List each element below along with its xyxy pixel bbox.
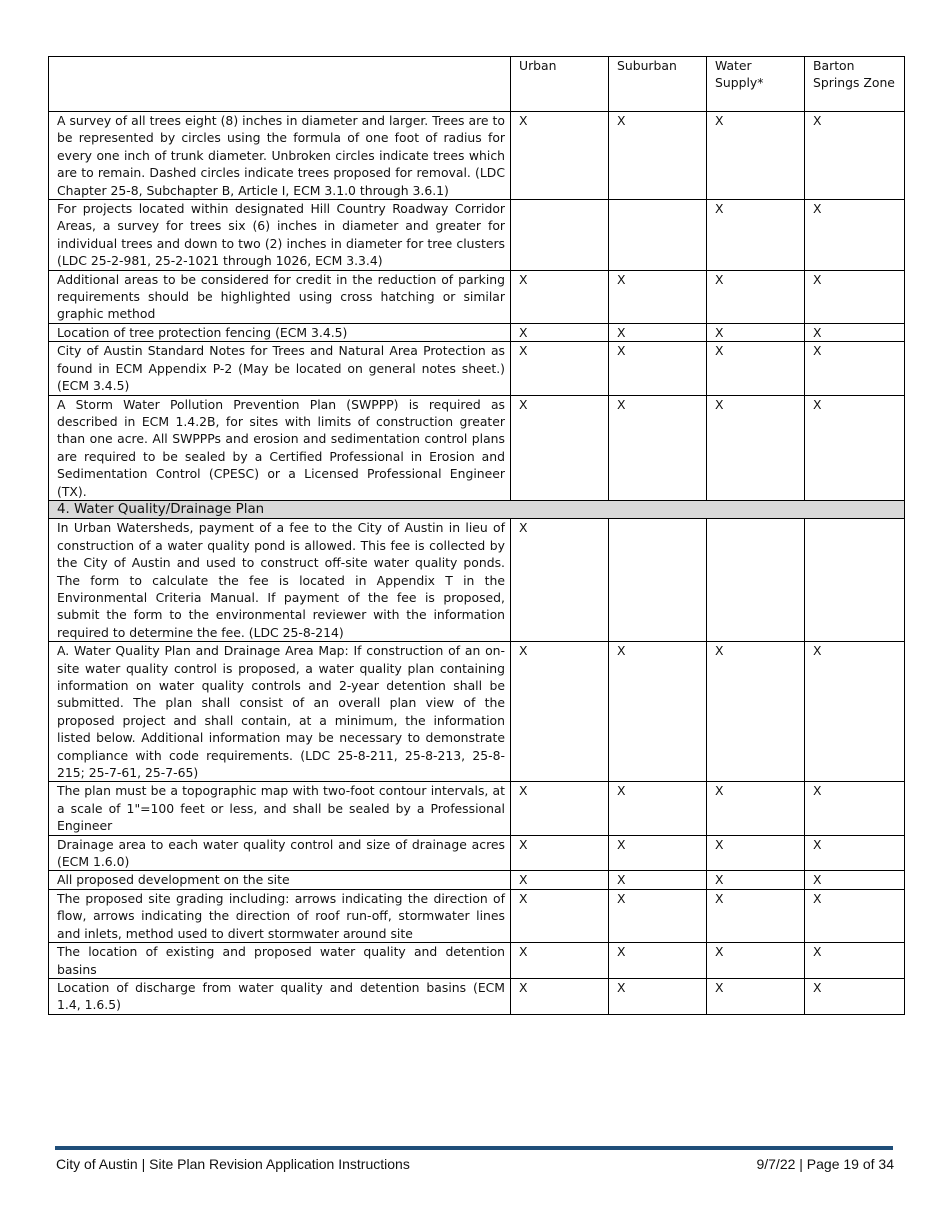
mark-barton-springs: X — [805, 782, 905, 835]
table-row — [49, 871, 905, 889]
mark-water-supply — [707, 519, 805, 642]
mark-urban: X — [511, 782, 609, 835]
requirement-text: The proposed site grading including: arrows indicating the direction of flow, arrows indicating the direction of roof run-off, stormwater lines and inlets, method used to divert stormwater around site — [49, 889, 511, 942]
mark-urban: X — [511, 889, 609, 942]
requirement-text: City of Austin Standard Notes for Trees and Natural Area Protection as found in ECM Appendix P-2 (May be located on general notes sheet.) (ECM 3.4.5) — [49, 342, 511, 395]
requirement-text: Location of tree protection fencing (ECM 3.4.5) — [49, 323, 511, 341]
mark-barton-springs: X — [805, 871, 905, 889]
mark-suburban: X — [609, 871, 707, 889]
header-blank — [49, 57, 511, 112]
mark-barton-springs: X — [805, 943, 905, 979]
mark-urban: X — [511, 270, 609, 323]
mark-water-supply: X — [707, 270, 805, 323]
footer-rule — [55, 1146, 893, 1150]
mark-water-supply: X — [707, 323, 805, 341]
mark-water-supply: X — [707, 395, 805, 500]
mark-water-supply: X — [707, 978, 805, 1014]
mark-barton-springs: X — [805, 200, 905, 271]
section-header-row — [49, 500, 905, 518]
mark-suburban — [609, 200, 707, 271]
mark-barton-springs: X — [805, 270, 905, 323]
requirement-text: A Storm Water Pollution Prevention Plan (SWPPP) is required as described in ECM 1.4.2B, for sites with limits of construction greater than one acre. All SWPPPs and erosion and sedimentation control plans are required to be sealed by a Certified Professional in Erosion and Sedimentation Control (CPESC) or a Licensed Professional Engineer (TX). — [49, 395, 511, 500]
header-urban: Urban — [511, 57, 609, 112]
mark-urban: X — [511, 112, 609, 200]
mark-barton-springs: X — [805, 889, 905, 942]
mark-suburban: X — [609, 943, 707, 979]
requirement-text: Additional areas to be considered for credit in the reduction of parking requirements should be highlighted using cross hatching or similar graphic method — [49, 270, 511, 323]
mark-suburban: X — [609, 782, 707, 835]
mark-barton-springs: X — [805, 978, 905, 1014]
requirement-text: Drainage area to each water quality control and size of drainage acres (ECM 1.6.0) — [49, 835, 511, 871]
table-row — [49, 835, 905, 871]
mark-urban: X — [511, 642, 609, 782]
requirement-text: The location of existing and proposed water quality and detention basins — [49, 943, 511, 979]
header-barton-springs: Barton Springs Zone — [805, 57, 905, 112]
requirement-text: For projects located within designated Hill Country Roadway Corridor Areas, a survey for trees six (6) inches in diameter and greater for individual trees and down to two (2) inches in diameter for tree clusters (LDC 25-2-981, 25-2-1021 through 1026, ECM 3.3.4) — [49, 200, 511, 271]
mark-suburban: X — [609, 642, 707, 782]
requirement-text: A survey of all trees eight (8) inches in diameter and larger. Trees are to be represented by circles using the formula of one foot of radius for every one inch of trunk diameter. Unbroken circles indicate trees which are to remain. Dashed circles indicate trees proposed for removal. (LDC Chapter 25-8, Subchapter B, Article I, ECM 3.1.0 through 3.6.1) — [49, 112, 511, 200]
table-row — [49, 519, 905, 642]
table-row — [49, 943, 905, 979]
mark-water-supply: X — [707, 871, 805, 889]
table-row — [49, 978, 905, 1014]
requirement-text: Location of discharge from water quality and detention basins (ECM 1.4, 1.6.5) — [49, 978, 511, 1014]
mark-water-supply: X — [707, 642, 805, 782]
mark-barton-springs: X — [805, 835, 905, 871]
table-row — [49, 270, 905, 323]
mark-barton-springs — [805, 519, 905, 642]
section-title: 4. Water Quality/Drainage Plan — [49, 500, 905, 518]
table-row — [49, 323, 905, 341]
mark-water-supply: X — [707, 112, 805, 200]
mark-barton-springs: X — [805, 112, 905, 200]
mark-barton-springs: X — [805, 323, 905, 341]
requirement-text: The plan must be a topographic map with two-foot contour intervals, at a scale of 1"=100 feet or less, and shall be sealed by a Professional Engineer — [49, 782, 511, 835]
footer-page-number: 9/7/22 | Page 19 of 34 — [756, 1156, 894, 1172]
mark-suburban: X — [609, 978, 707, 1014]
mark-urban: X — [511, 519, 609, 642]
mark-urban: X — [511, 978, 609, 1014]
mark-suburban: X — [609, 270, 707, 323]
mark-water-supply: X — [707, 835, 805, 871]
mark-barton-springs: X — [805, 642, 905, 782]
table-row — [49, 889, 905, 942]
mark-urban: X — [511, 871, 609, 889]
mark-suburban: X — [609, 889, 707, 942]
table-row — [49, 200, 905, 271]
mark-urban — [511, 200, 609, 271]
mark-water-supply: X — [707, 943, 805, 979]
requirement-text: A. Water Quality Plan and Drainage Area Map: If construction of an on-site water quality control is proposed, a water quality plan containing information on water quality controls and 2-year detention shall be submitted. The plan shall consist of an overall plan view of the proposed project and shall contain, at a minimum, the information listed below. Additional information may be necessary to demonstrate compliance with code requirements. (LDC 25-8-211, 25-8-213, 25-8-215; 25-7-61, 25-7-65) — [49, 642, 511, 782]
mark-suburban: X — [609, 835, 707, 871]
mark-suburban — [609, 519, 707, 642]
mark-water-supply: X — [707, 889, 805, 942]
mark-water-supply: X — [707, 200, 805, 271]
mark-suburban: X — [609, 112, 707, 200]
requirement-text: In Urban Watersheds, payment of a fee to the City of Austin in lieu of construction of a water quality pond is allowed. This fee is collected by the City of Austin and used to construct off-site water quality ponds. The form to calculate the fee is located in Appendix T in the Environmental Criteria Manual. If payment of the fee is proposed, submit the form to the environmental reviewer with the information required to determine the fee. (LDC 25-8-214) — [49, 519, 511, 642]
mark-urban: X — [511, 323, 609, 341]
mark-urban: X — [511, 395, 609, 500]
mark-urban: X — [511, 943, 609, 979]
mark-barton-springs: X — [805, 395, 905, 500]
mark-suburban: X — [609, 395, 707, 500]
table-row — [49, 782, 905, 835]
mark-water-supply: X — [707, 782, 805, 835]
requirements-table — [48, 56, 905, 1015]
table-header-row — [49, 57, 905, 112]
table-row — [49, 395, 905, 500]
mark-urban: X — [511, 835, 609, 871]
header-suburban: Suburban — [609, 57, 707, 112]
mark-barton-springs: X — [805, 342, 905, 395]
table-row — [49, 112, 905, 200]
mark-urban: X — [511, 342, 609, 395]
mark-suburban: X — [609, 342, 707, 395]
table-row — [49, 642, 905, 782]
mark-water-supply: X — [707, 342, 805, 395]
requirement-text: All proposed development on the site — [49, 871, 511, 889]
header-water-supply: Water Supply* — [707, 57, 805, 112]
table-row — [49, 342, 905, 395]
footer-doc-title: City of Austin | Site Plan Revision Application Instructions — [56, 1156, 410, 1172]
mark-suburban: X — [609, 323, 707, 341]
